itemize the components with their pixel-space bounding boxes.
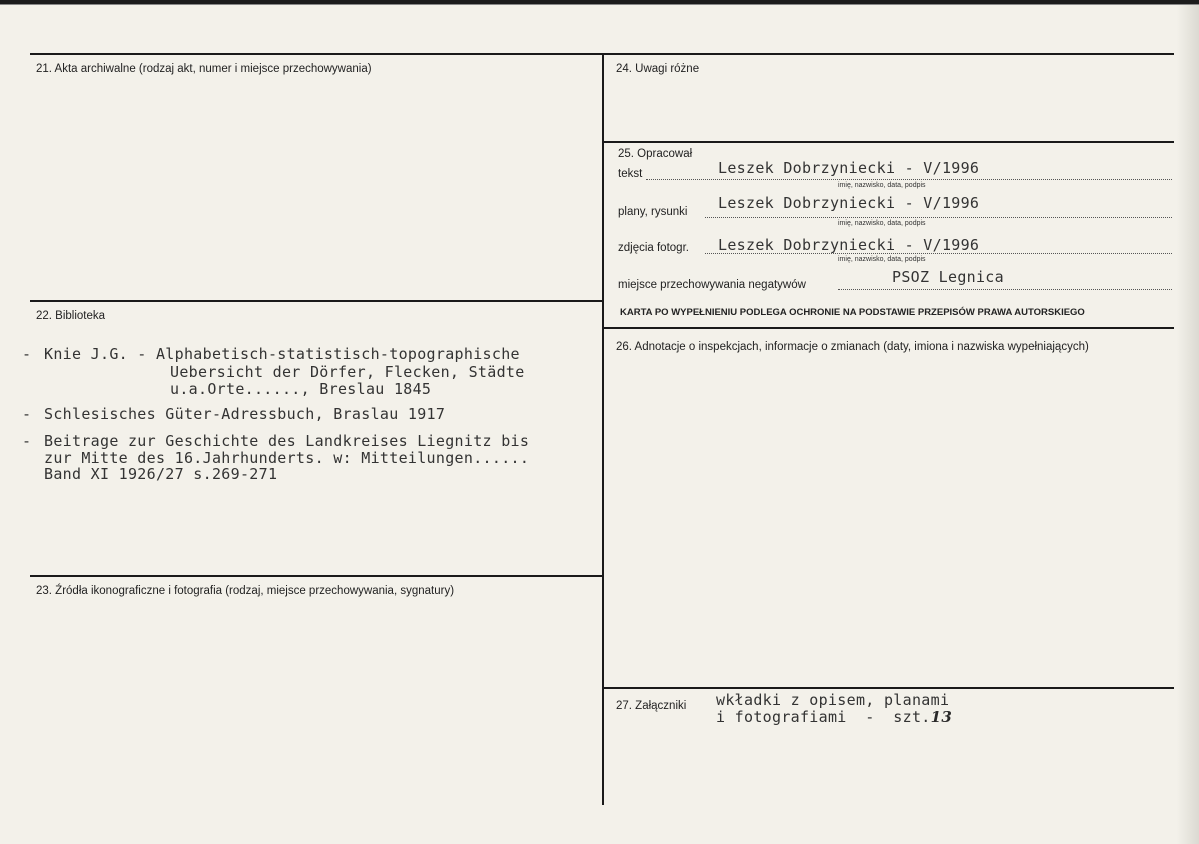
attachments-line-2 (716, 708, 952, 726)
rule-26-27 (604, 687, 1174, 689)
attachments-count: 13 (930, 708, 953, 726)
bib-entry-1-line-3: u.a.Orte......, Breslau 1845 (170, 380, 432, 398)
negatywy-label: miejsce przechowywania negatywów (618, 279, 806, 291)
bib-entry-3-line-3: Band XI 1926/27 s.269-271 (44, 465, 278, 483)
tekst-value: Leszek Dobrzyniecki - V/1996 (718, 159, 980, 177)
rule-21-22 (30, 300, 603, 302)
plany-label: plany, rysunki (618, 206, 688, 218)
section-23-field[interactable] (32, 603, 600, 803)
zdjecia-value: Leszek Dobrzyniecki - V/1996 (718, 236, 980, 254)
rule-22-23 (30, 575, 603, 577)
bib-entry-1-line-2: Uebersicht der Dörfer, Flecken, Städte (170, 363, 525, 381)
bib-entry-2-bullet: - (22, 405, 32, 423)
section-25-label: 25. Opracował (618, 148, 693, 160)
negatywy-value: PSOZ Legnica (892, 268, 1004, 286)
section-21-label: 21. Akta archiwalne (rodzaj akt, numer i miejsce przechowywania) (36, 63, 372, 75)
tekst-hint: imię, nazwisko, data, podpis (838, 182, 926, 189)
rule-24-25 (604, 141, 1174, 143)
section-21-field[interactable] (32, 81, 600, 297)
section-27-label: 27. Załączniki (616, 700, 687, 712)
plany-hint: imię, nazwisko, data, podpis (838, 220, 926, 227)
bib-entry-2-line-1: Schlesisches Güter-Adressbuch, Braslau 1917 (44, 405, 446, 423)
plany-value: Leszek Dobrzyniecki - V/1996 (718, 194, 980, 212)
plany-dotted-line (705, 217, 1172, 218)
section-23-label: 23. Źródła ikonograficzne i fotografia (rodzaj, miejsce przechowywania, sygnatury) (36, 585, 455, 597)
center-divider (602, 53, 604, 805)
section-26-field[interactable] (606, 359, 1172, 685)
inventory-card (0, 4, 1199, 844)
section-24-field[interactable] (606, 81, 1172, 139)
zdjecia-label: zdjęcia fotogr. (618, 242, 689, 254)
copyright-notice: KARTA PO WYPEŁNIENIU PODLEGA OCHRONIE NA PODSTAWIE PRZEPISÓW PRAWA AUTORSKIEGO (620, 307, 1085, 318)
tekst-dotted-line (646, 179, 1172, 180)
section-22-label: 22. Biblioteka (36, 310, 106, 322)
bib-entry-3-bullet: - (22, 432, 32, 450)
attachments-line-2-text: i fotografiami - szt. (716, 708, 931, 726)
zdjecia-hint: imię, nazwisko, data, podpis (838, 256, 926, 263)
tekst-label: tekst (618, 168, 643, 180)
bib-entry-3-line-1: Beitrage zur Geschichte des Landkreises Liegnitz bis (44, 432, 530, 450)
rule-25-26 (604, 327, 1174, 329)
bib-entry-3-line-2: zur Mitte des 16.Jahrhunderts. w: Mitteilungen...... (44, 449, 530, 467)
bib-entry-1-bullet: - (22, 345, 32, 363)
negatywy-dotted-line (838, 289, 1172, 290)
section-26-label: 26. Adnotacje o inspekcjach, informacje o zmianach (daty, imiona i nazwiska wypełniających) (616, 341, 1089, 353)
attachments-line-1: wkładki z opisem, planami (716, 691, 950, 709)
section-24-label: 24. Uwagi różne (616, 63, 700, 75)
bib-entry-1-line-1: Knie J.G. - Alphabetisch-statistisch-topographische (44, 345, 520, 363)
